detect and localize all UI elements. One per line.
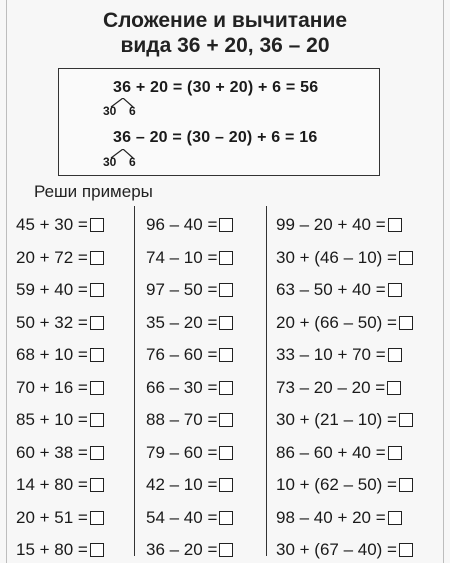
answer-box[interactable] bbox=[399, 543, 413, 557]
problem-item bbox=[146, 442, 233, 464]
problem-expression: 86 – 60 + 40 = bbox=[276, 442, 386, 462]
answer-box[interactable] bbox=[90, 316, 104, 330]
problem-expression: 30 + (21 – 10) = bbox=[276, 410, 397, 429]
problem-expression: 30 + (67 – 40) = bbox=[276, 540, 397, 559]
problem-expression: 45 + 30 = bbox=[16, 215, 88, 234]
split-tens: 30 bbox=[103, 104, 117, 118]
problem-expression: 66 – 30 = bbox=[146, 377, 218, 397]
problem-item bbox=[16, 474, 104, 496]
answer-box[interactable] bbox=[388, 218, 402, 232]
answer-box[interactable] bbox=[219, 478, 233, 492]
problem-expression: 50 + 32 = bbox=[16, 312, 88, 332]
problem-item bbox=[16, 312, 104, 334]
problem-item bbox=[146, 377, 233, 399]
problem-item bbox=[146, 507, 233, 529]
problem-expression: 10 + (62 – 50) = bbox=[276, 475, 397, 494]
problem-expression: 35 – 20 = bbox=[146, 312, 218, 332]
problem-expression: 33 – 10 + 70 = bbox=[276, 345, 386, 364]
example-equation-subtraction: 36 – 20 = (30 – 20) + 6 = 16 bbox=[113, 129, 318, 146]
problem-item bbox=[16, 539, 104, 561]
problem-item bbox=[276, 474, 413, 496]
problem-item bbox=[16, 344, 104, 366]
problem-item bbox=[16, 247, 104, 269]
answer-box[interactable] bbox=[387, 381, 401, 395]
split-tens: 30 bbox=[103, 155, 117, 169]
answer-box[interactable] bbox=[219, 251, 233, 265]
answer-box[interactable] bbox=[219, 218, 233, 232]
problem-expression: 74 – 10 = bbox=[146, 247, 218, 267]
problem-item bbox=[146, 409, 233, 431]
answer-box[interactable] bbox=[399, 413, 413, 427]
answer-box[interactable] bbox=[219, 348, 233, 362]
column-divider bbox=[134, 206, 135, 556]
problem-item bbox=[276, 409, 413, 431]
problem-expression: 30 + (46 – 10) = bbox=[276, 247, 397, 267]
column-divider bbox=[266, 206, 267, 556]
page-title: Сложение и вычитание bbox=[102, 9, 348, 32]
answer-box[interactable] bbox=[90, 543, 104, 557]
answer-box[interactable] bbox=[388, 283, 402, 297]
instruction-text: Реши примеры bbox=[34, 182, 153, 201]
answer-box[interactable] bbox=[399, 478, 413, 492]
problem-expression: 54 – 40 = bbox=[146, 507, 218, 527]
problem-expression: 20 + 72 = bbox=[16, 247, 88, 267]
problem-expression: 36 – 20 = bbox=[146, 540, 218, 559]
problem-expression: 73 – 20 – 20 = bbox=[276, 377, 386, 397]
problem-item bbox=[16, 279, 104, 301]
split-units: 6 bbox=[129, 155, 136, 169]
problem-item bbox=[276, 442, 402, 464]
answer-box[interactable] bbox=[90, 381, 104, 395]
answer-box[interactable] bbox=[219, 381, 233, 395]
example-equation-addition: 36 + 20 = (30 + 20) + 6 = 56 bbox=[113, 79, 319, 96]
answer-box[interactable] bbox=[399, 316, 413, 330]
problem-expression: 42 – 10 = bbox=[146, 475, 218, 494]
problem-item bbox=[276, 214, 402, 236]
problem-expression: 70 + 16 = bbox=[16, 377, 88, 397]
problem-expression: 15 + 80 = bbox=[16, 540, 88, 559]
problem-item bbox=[146, 344, 233, 366]
answer-box[interactable] bbox=[219, 413, 233, 427]
answer-box[interactable] bbox=[90, 251, 104, 265]
problem-expression: 63 – 50 + 40 = bbox=[276, 280, 386, 299]
answer-box[interactable] bbox=[90, 511, 104, 525]
problem-expression: 20 + (66 – 50) = bbox=[276, 312, 397, 332]
answer-box[interactable] bbox=[219, 543, 233, 557]
answer-box[interactable] bbox=[219, 316, 233, 330]
problem-expression: 14 + 80 = bbox=[16, 475, 88, 494]
answer-box[interactable] bbox=[388, 446, 402, 460]
answer-box[interactable] bbox=[90, 283, 104, 297]
answer-box[interactable] bbox=[399, 251, 413, 265]
problem-expression: 85 + 10 = bbox=[16, 410, 88, 429]
problem-expression: 96 – 40 = bbox=[146, 215, 218, 234]
example-box bbox=[58, 68, 380, 176]
problem-item bbox=[16, 214, 104, 236]
number-split-diagram bbox=[103, 149, 143, 173]
answer-box[interactable] bbox=[90, 478, 104, 492]
answer-box[interactable] bbox=[90, 218, 104, 232]
problem-item bbox=[276, 312, 413, 334]
problem-expression: 60 + 38 = bbox=[16, 442, 88, 462]
problem-item bbox=[146, 247, 233, 269]
problem-expression: 68 + 10 = bbox=[16, 345, 88, 364]
problem-expression: 98 – 40 + 20 = bbox=[276, 507, 386, 527]
problem-item bbox=[146, 474, 233, 496]
problem-item bbox=[146, 279, 233, 301]
answer-box[interactable] bbox=[388, 348, 402, 362]
problem-item bbox=[276, 539, 413, 561]
problem-item bbox=[16, 507, 104, 529]
problem-expression: 20 + 51 = bbox=[16, 507, 88, 527]
problem-item bbox=[276, 377, 401, 399]
answer-box[interactable] bbox=[90, 413, 104, 427]
problem-item bbox=[16, 377, 104, 399]
problem-item bbox=[16, 442, 104, 464]
answer-box[interactable] bbox=[388, 511, 402, 525]
answer-box[interactable] bbox=[219, 511, 233, 525]
problem-item bbox=[276, 247, 413, 269]
problem-item bbox=[276, 279, 402, 301]
problem-expression: 88 – 70 = bbox=[146, 410, 218, 429]
answer-box[interactable] bbox=[90, 446, 104, 460]
problem-expression: 59 + 40 = bbox=[16, 280, 88, 299]
split-units: 6 bbox=[129, 104, 136, 118]
answer-box[interactable] bbox=[90, 348, 104, 362]
page-subtitle: вида 36 + 20, 36 – 20 bbox=[120, 34, 330, 57]
problem-item bbox=[146, 539, 233, 561]
answer-box[interactable] bbox=[219, 446, 233, 460]
problem-expression: 76 – 60 = bbox=[146, 345, 218, 364]
problem-expression: 99 – 20 + 40 = bbox=[276, 215, 386, 234]
problem-item bbox=[276, 344, 402, 366]
problem-item bbox=[146, 214, 233, 236]
problem-item bbox=[276, 507, 402, 529]
answer-box[interactable] bbox=[219, 283, 233, 297]
number-split-diagram bbox=[103, 98, 143, 122]
problem-expression: 97 – 50 = bbox=[146, 280, 218, 299]
problem-expression: 79 – 60 = bbox=[146, 442, 218, 462]
problem-item bbox=[16, 409, 104, 431]
problem-item bbox=[146, 312, 233, 334]
